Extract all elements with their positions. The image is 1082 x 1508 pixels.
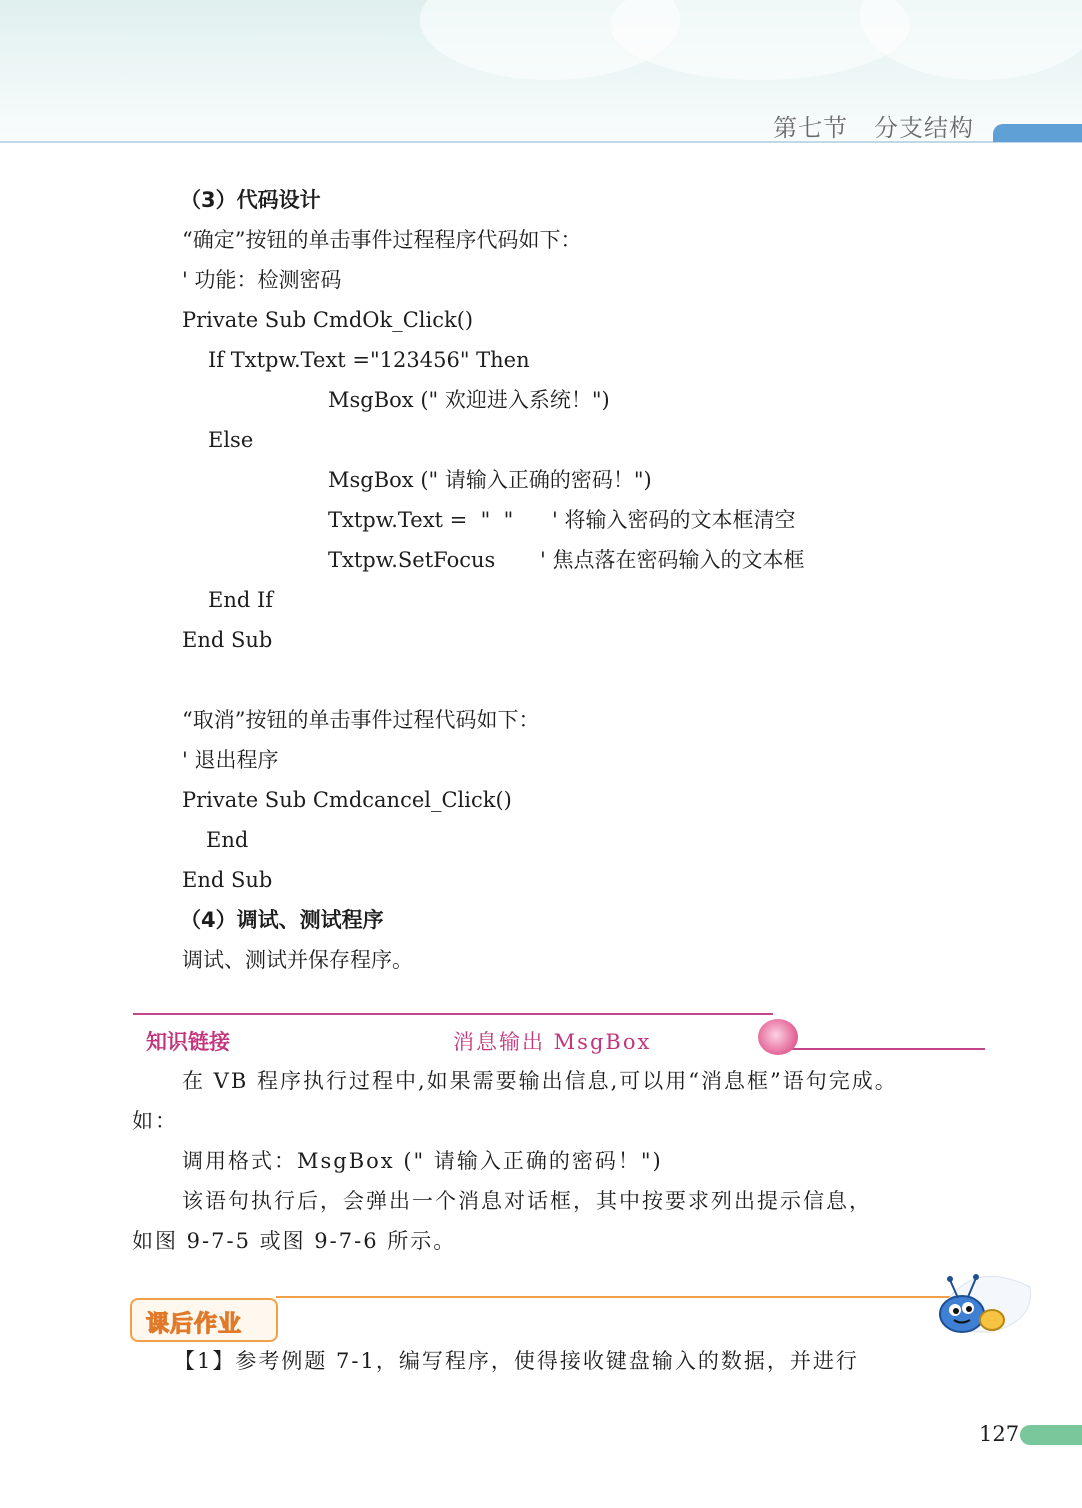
knowledge-paragraph-3: 该语句执行后，会弹出一个消息对话框，其中按要求列出提示信息， xyxy=(182,1189,872,1213)
heading-debug: （4）调试、测试程序 xyxy=(180,908,384,932)
section-title: 第七节 分支结构 xyxy=(773,114,974,142)
homework-item-1: 【1】参考例题 7-1，编写程序，使得接收键盘输入的数据，并进行 xyxy=(174,1349,859,1373)
knowledge-title: 知识链接 xyxy=(146,1030,230,1054)
homework-title: 课后作业 xyxy=(146,1311,242,1337)
ok-intro: “确定”按钮的单击事件过程程序代码如下： xyxy=(182,228,582,252)
knowledge-rule-bottom xyxy=(790,1048,985,1050)
code-line: MsgBox (" 请输入正确的密码！") xyxy=(328,468,652,492)
bee-mascot-icon xyxy=(930,1262,1040,1342)
footer-tab-decoration xyxy=(1020,1425,1082,1445)
knowledge-topic: 消息输出 MsgBox xyxy=(453,1030,652,1054)
code-line: Txtpw.SetFocus xyxy=(328,548,496,572)
cancel-intro: “取消”按钮的单击事件过程代码如下： xyxy=(182,708,540,732)
ok-comment: ' 功能：检测密码 xyxy=(182,268,342,292)
knowledge-paragraph-3-cont: 如图 9-7-5 或图 9-7-6 所示。 xyxy=(132,1229,457,1253)
knowledge-rule-top xyxy=(133,1013,773,1015)
knowledge-paragraph-1-cont: 如： xyxy=(132,1109,178,1133)
debug-body: 调试、测试并保存程序。 xyxy=(182,948,413,972)
code-line: If Txtpw.Text ="123456" Then xyxy=(208,348,530,372)
code-comment: ' 将输入密码的文本框清空 xyxy=(552,508,796,532)
code-line: End xyxy=(206,828,249,852)
page-number: 127 xyxy=(979,1422,1020,1446)
code-line: MsgBox (" 欢迎进入系统！") xyxy=(328,388,610,412)
code-line: End Sub xyxy=(182,628,273,652)
code-line: End Sub xyxy=(182,868,273,892)
code-line: Else xyxy=(208,428,254,452)
homework-rule xyxy=(276,1296,958,1298)
code-line: Private Sub Cmdcancel_Click() xyxy=(182,788,512,812)
code-line: Txtpw.Text = " " xyxy=(328,508,514,532)
code-line: Private Sub CmdOk_Click() xyxy=(182,308,474,332)
knowledge-paragraph-1: 在 VB 程序执行过程中,如果需要输出信息,可以用“消息框”语句完成。 xyxy=(182,1069,898,1093)
code-line: End If xyxy=(208,588,274,612)
heading-code-design: （3）代码设计 xyxy=(180,188,321,212)
cancel-comment: ' 退出程序 xyxy=(182,748,279,772)
knowledge-paragraph-2: 调用格式：MsgBox (" 请输入正确的密码！") xyxy=(182,1149,663,1173)
code-comment: ' 焦点落在密码输入的文本框 xyxy=(540,548,805,572)
flower-icon xyxy=(758,1019,798,1055)
header-tab-decoration xyxy=(993,124,1082,142)
